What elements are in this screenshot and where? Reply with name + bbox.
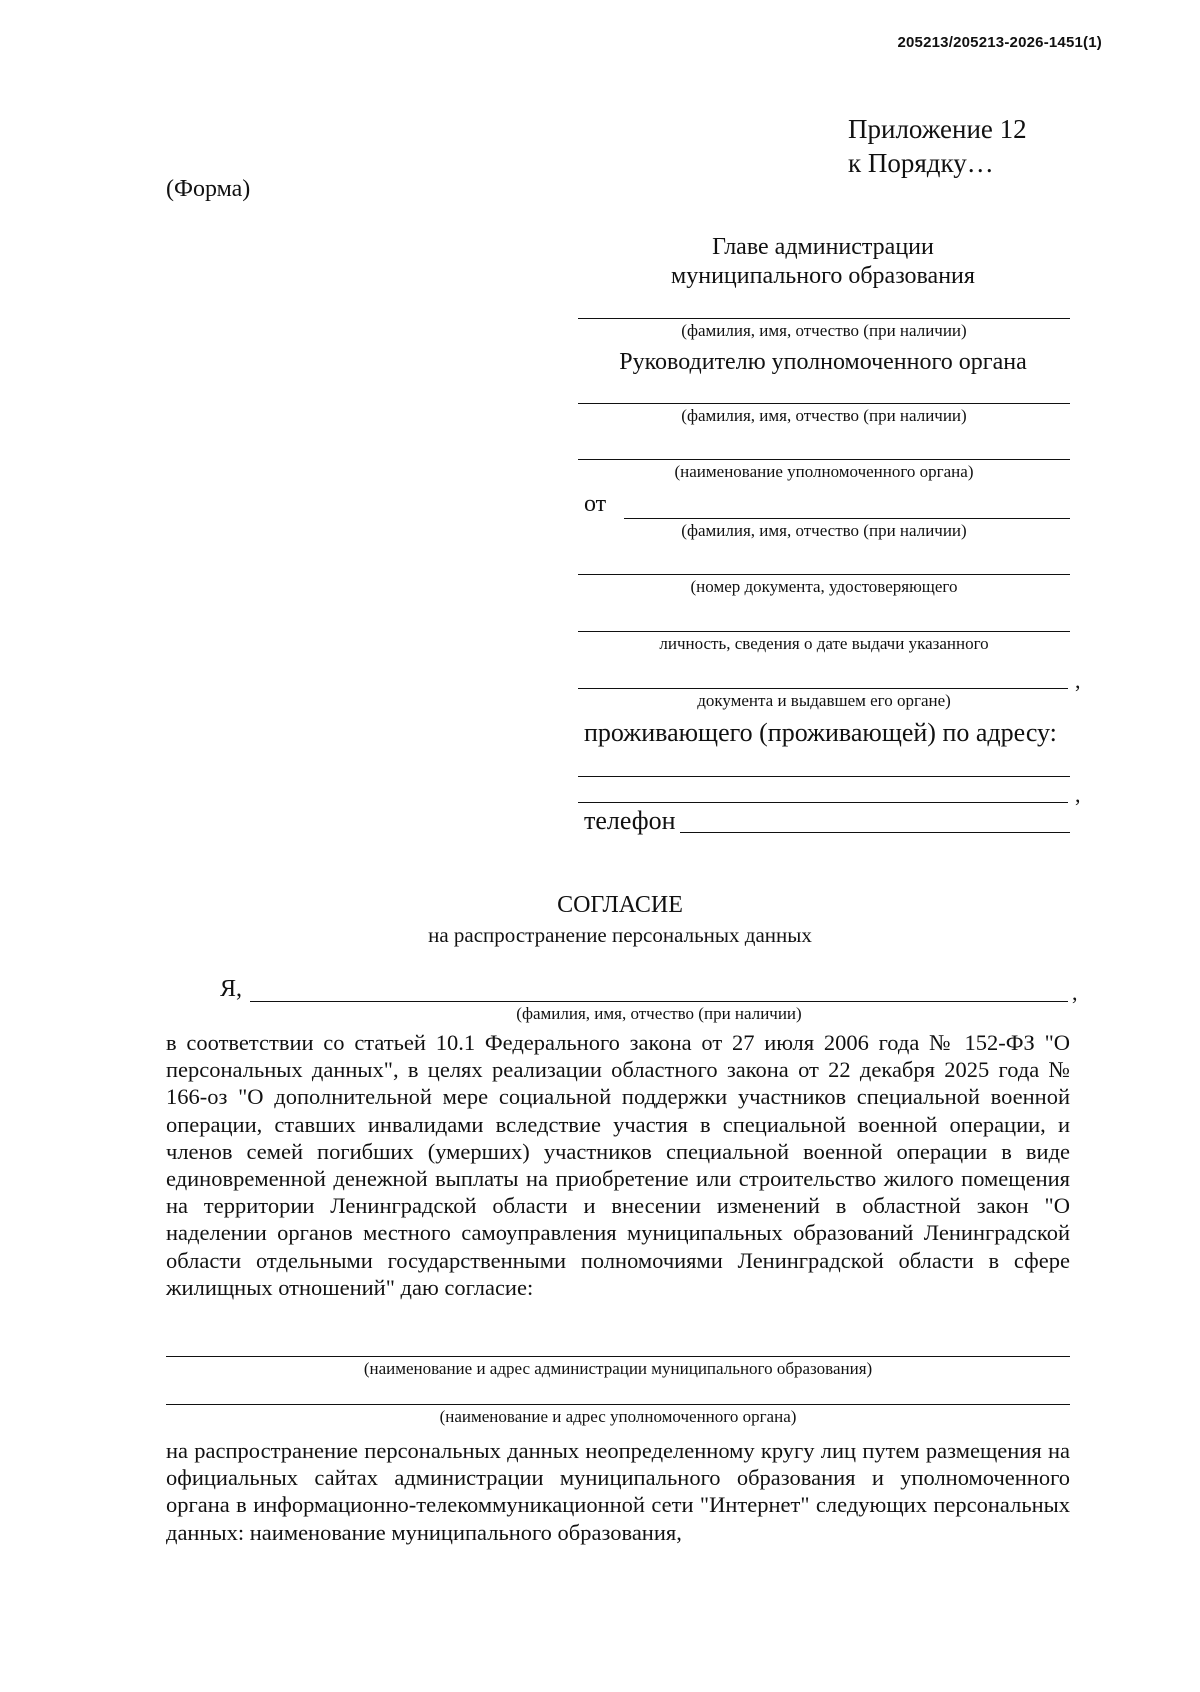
appendix-header — [848, 112, 1027, 180]
consent-paragraph-2 — [166, 1437, 1070, 1546]
phone-field[interactable] — [680, 832, 1070, 833]
addressee-head-line2: муниципального образования — [671, 263, 975, 289]
consenter-fio-caption: (фамилия, имя, отчество (при наличии) — [516, 1004, 802, 1023]
id-document-caption-3: документа и выдавшем его органе) — [697, 691, 951, 710]
consent-subtitle: на распространение персональных данных — [428, 923, 812, 947]
consent-paragraph-1 — [166, 1029, 1070, 1301]
head-fio-field[interactable] — [578, 318, 1070, 319]
admin-name-caption: (наименование и адрес администрации муниципального образования) — [363, 1359, 873, 1378]
residence-label: проживающего (проживающей) по адресу: — [584, 718, 1057, 747]
from-label: от — [584, 491, 607, 517]
admin-name-field[interactable] — [166, 1356, 1070, 1357]
org-name-caption: (наименование уполномоченного органа) — [674, 462, 974, 481]
id-document-field-3[interactable] — [578, 688, 1068, 689]
org-address-field[interactable] — [166, 1404, 1070, 1405]
id-document-caption-2: личность, сведения о дате выдачи указанного — [659, 634, 989, 653]
comma-mark: , — [1075, 782, 1081, 807]
org-head-fio-field[interactable] — [578, 403, 1070, 404]
id-document-field-2[interactable] — [578, 631, 1070, 632]
id-document-caption-1: (номер документа, удостоверяющего — [690, 577, 958, 596]
org-name-field[interactable] — [578, 459, 1070, 460]
head-fio-caption: (фамилия, имя, отчество (при наличии) — [681, 321, 967, 340]
comma-mark: , — [1075, 668, 1081, 693]
org-address-caption: (наименование и адрес уполномоченного органа) — [439, 1407, 797, 1426]
appendix-reference: к Порядку… — [848, 148, 994, 178]
consent-paragraph-1-text: в соответствии со статьей 10.1 Федерального закона от 27 июля 2006 года № 152-ФЗ "О персональных данных", в целях реализации областного закона от 22 декабря 2025 года № 166-оз "О дополнительной мере социальной поддержки участников специальной военной операции, ставших инвалидами вследствие участия в специальной военной операции, и членов семей погибших (умерших) участников специальной военной операции в виде единовременной денежной выплаты на приобретение или строительство жилого помещения на территории Ленинградской области и внесении изменений в областной закон "О наделении органов местного самоуправления муниципальных образований Ленинградской области отдельными государственными полномочиями Ленинградской области в сфере жилищных отношений" даю согласие: — [166, 1030, 1070, 1300]
form-label: (Форма) — [166, 176, 251, 202]
addressee-head-line1: Главе администрации — [712, 234, 934, 260]
applicant-fio-caption: (фамилия, имя, отчество (при наличии) — [681, 521, 967, 540]
id-document-field-1[interactable] — [578, 574, 1070, 575]
address-field-1[interactable] — [578, 776, 1070, 777]
phone-label: телефон — [584, 806, 676, 835]
document-id: 205213/205213-2026-1451(1) — [897, 34, 1102, 51]
org-head-fio-caption: (фамилия, имя, отчество (при наличии) — [681, 406, 967, 425]
consent-paragraph-2-text: на распространение персональных данных неопределенному кругу лиц путем размещения на официальных сайтах администрации муниципального образования и уполномоченного органа в информационно-телекоммуникационной сети "Интернет" следующих персональных данных: наименование муниципального образования, — [166, 1438, 1070, 1545]
i-label: Я, — [220, 976, 243, 1002]
appendix-number: Приложение 12 — [848, 114, 1027, 144]
address-field-2[interactable] — [578, 802, 1068, 803]
consent-title: СОГЛАСИЕ — [557, 892, 683, 918]
authorized-body-head: Руководителю уполномоченного органа — [619, 349, 1027, 375]
applicant-fio-field[interactable] — [624, 518, 1070, 519]
comma-mark: , — [1072, 980, 1078, 1005]
consenter-fio-field[interactable] — [250, 1001, 1068, 1002]
